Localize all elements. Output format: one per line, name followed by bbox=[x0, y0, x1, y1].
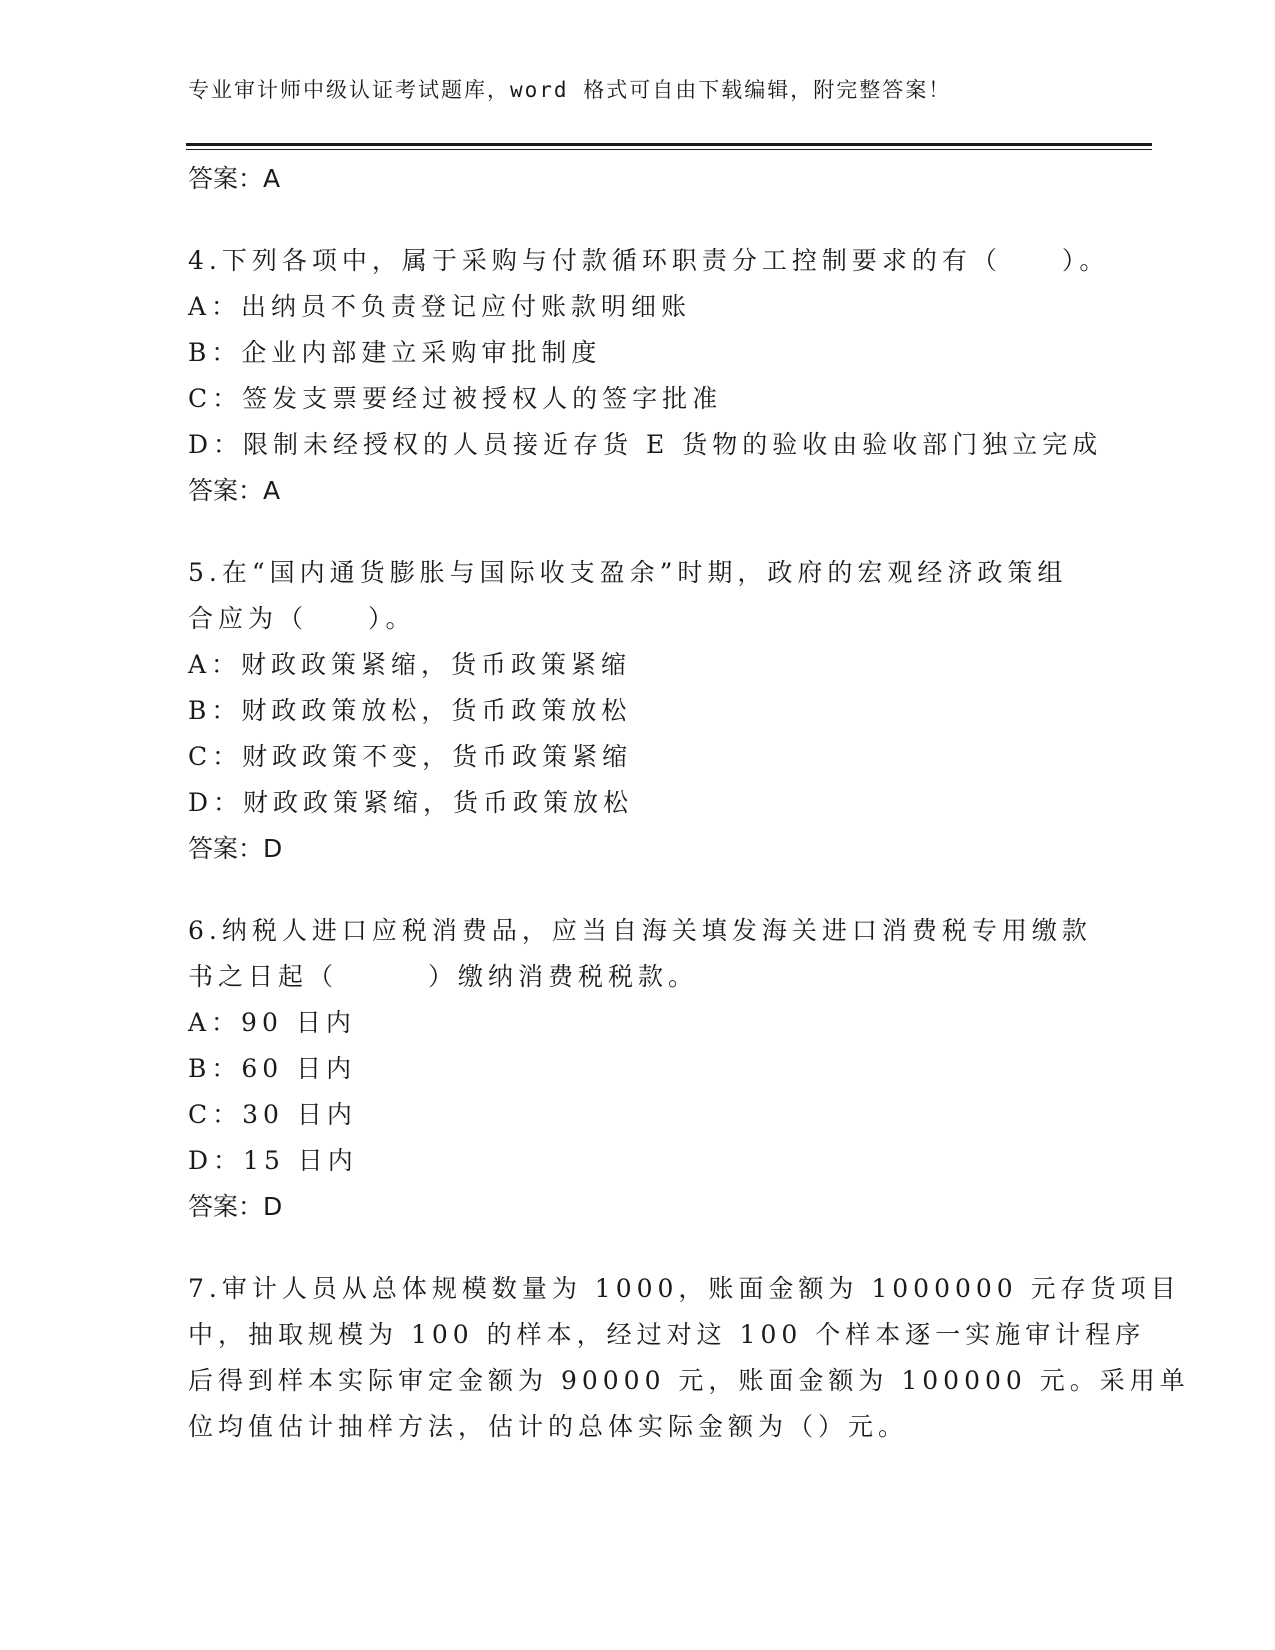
answer-line: 答案：A bbox=[188, 476, 281, 505]
option-a: A：财政政策紧缩，货币政策紧缩 bbox=[188, 650, 632, 679]
question-block bbox=[188, 550, 1088, 872]
question-stem: 6.纳税人进口应税消费品，应当自海关填发海关进口消费税专用缴款 bbox=[188, 916, 1092, 945]
question-block bbox=[188, 1266, 1190, 1450]
spacer bbox=[188, 1230, 1088, 1266]
question-block bbox=[188, 238, 1110, 514]
question-block bbox=[188, 908, 1092, 1230]
option-a: A：90 日内 bbox=[188, 1008, 356, 1037]
question-stem: 合应为（ ）。 bbox=[188, 604, 416, 633]
question-stem: 7.审计人员从总体规模数量为 1000，账面金额为 1000000 元存货项目 bbox=[188, 1274, 1181, 1303]
page-header: 专业审计师中级认证考试题库，word 格式可自由下载编辑，附完整答案！ bbox=[188, 78, 952, 102]
spacer bbox=[188, 202, 1088, 238]
answer-line: 答案：A bbox=[188, 164, 281, 193]
option-b: B：财政政策放松，货币政策放松 bbox=[188, 696, 632, 725]
answer-line: 答案：D bbox=[188, 834, 283, 863]
question-stem: 4.下列各项中，属于采购与付款循环职责分工控制要求的有（ ）。 bbox=[188, 246, 1110, 275]
spacer bbox=[188, 872, 1088, 908]
spacer bbox=[188, 514, 1088, 550]
option-d: D：15 日内 bbox=[188, 1146, 358, 1175]
header-rule-thick bbox=[186, 143, 1152, 146]
option-c: C：30 日内 bbox=[188, 1100, 357, 1129]
option-c: C：财政政策不变，货币政策紧缩 bbox=[188, 742, 633, 771]
option-b: B：企业内部建立采购审批制度 bbox=[188, 338, 602, 367]
question-stem: 5.在“国内通货膨胀与国际收支盈余”时期，政府的宏观经济政策组 bbox=[188, 558, 1068, 587]
option-c: C：签发支票要经过被授权人的签字批准 bbox=[188, 384, 723, 413]
question-stem: 后得到样本实际审定金额为 90000 元，账面金额为 100000 元。采用单 bbox=[188, 1366, 1190, 1395]
option-d: D：限制未经授权的人员接近存货 E 货物的验收由验收部门独立完成 bbox=[188, 430, 1103, 459]
header-rule-thin bbox=[186, 149, 1152, 150]
question-stem: 中，抽取规模为 100 的样本，经过对这 100 个样本逐一实施审计程序 bbox=[188, 1320, 1146, 1349]
option-a: A：出纳员不负责登记应付账款明细账 bbox=[188, 292, 692, 321]
option-d: D：财政政策紧缩，货币政策放松 bbox=[188, 788, 634, 817]
document-body bbox=[188, 156, 1190, 1450]
option-b: B：60 日内 bbox=[188, 1054, 357, 1083]
question-stem: 书之日起（ ）缴纳消费税税款。 bbox=[188, 962, 699, 991]
question-stem: 位均值估计抽样方法，估计的总体实际金额为（）元。 bbox=[188, 1412, 909, 1441]
answer-line: 答案：D bbox=[188, 1192, 283, 1221]
